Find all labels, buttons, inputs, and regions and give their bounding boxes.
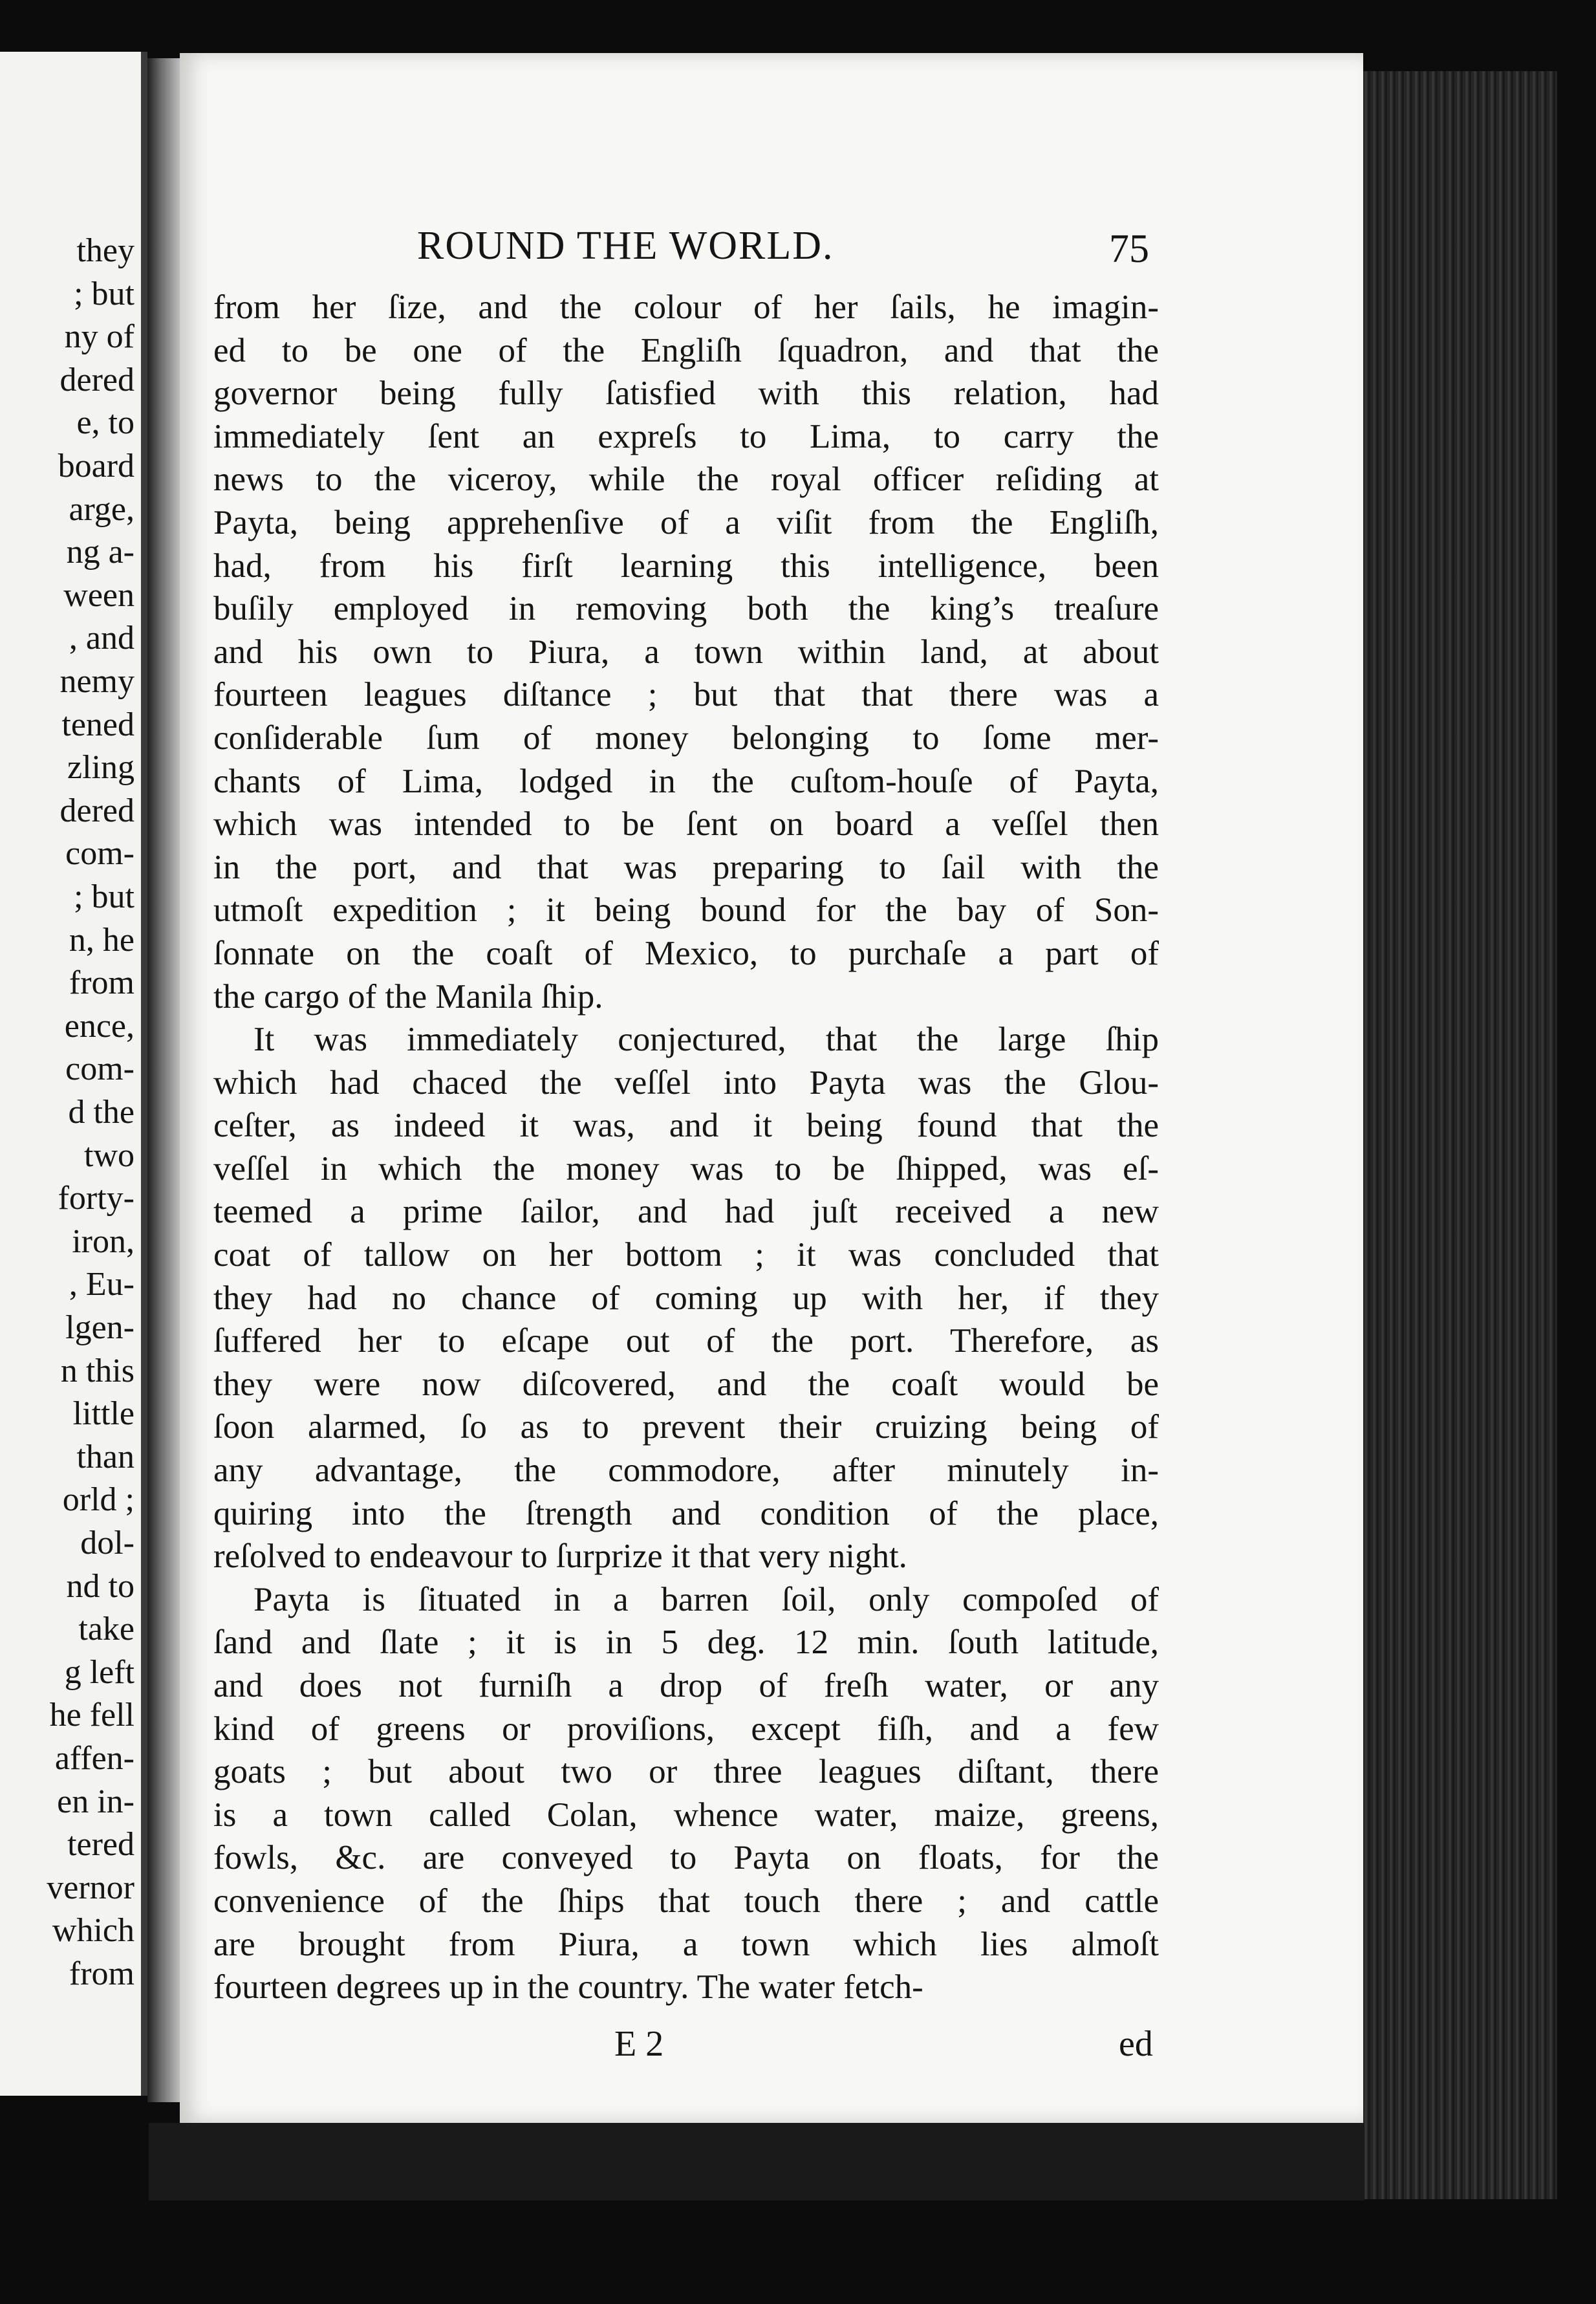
text-line: and does not furniſh a drop of freſh water, or any [213, 1667, 1159, 1704]
facing-page-line: tened [61, 706, 135, 743]
text-line: fowls, &c. are conveyed to Payta on floats, for the [213, 1839, 1159, 1877]
facing-page-line: n, he [69, 921, 135, 959]
facing-page-line: ; but [74, 878, 135, 915]
facing-page-line: e, to [76, 404, 135, 442]
text-line: coat of tallow on her bottom ; it was concluded that [213, 1236, 1159, 1274]
text-line: any advantage, the commodore, after minutely in- [213, 1451, 1159, 1490]
facing-page-line: dered [59, 792, 135, 829]
facing-page-line: arge, [69, 490, 135, 528]
facing-page-line: he fell [49, 1697, 135, 1734]
text-line: veſſel in which the money was to be ſhipped, was eſ- [213, 1149, 1159, 1188]
facing-page-line: from [69, 1955, 135, 1992]
text-line: reſolved to endeavour to ſurprize it that very night. [213, 1538, 907, 1576]
text-line: ceſter, as indeed it was, and it being found that the [213, 1107, 1159, 1145]
body-text [213, 286, 1159, 2009]
signature-mark: E 2 [614, 2024, 664, 2064]
facing-page-line: tered [67, 1826, 135, 1864]
facing-page-line: zling [67, 749, 135, 787]
text-line: fourteen leagues diſtance ; but that that there was a [213, 676, 1159, 714]
facing-page-line: take [78, 1611, 135, 1648]
paragraph [213, 286, 1159, 1018]
facing-page-line: than [76, 1438, 135, 1475]
facing-page-line: forty- [58, 1180, 135, 1217]
text-line: ſuffered her to eſcape out of the port. Therefore, as [213, 1322, 1159, 1360]
page-bottom-shadow [149, 2123, 1364, 2201]
facing-page-line: dol- [80, 1525, 135, 1561]
text-line: which had chaced the veſſel into Payta was the Glou- [213, 1063, 1159, 1102]
text-line: It was immediately conjectured, that the large ſhip [253, 1021, 1159, 1059]
text-line: is a town called Colan, whence water, maize, greens, [213, 1796, 1159, 1834]
facing-page-line: lgen- [65, 1309, 135, 1346]
facing-page-line: which [52, 1912, 135, 1950]
text-line: fourteen degrees up in the country. The water fetch- [213, 1968, 923, 2006]
facing-page-line: ny of [64, 318, 135, 356]
facing-page-line: affen- [54, 1740, 135, 1777]
facing-page-line: ng a- [66, 534, 135, 571]
facing-page-line: com- [65, 835, 135, 873]
text-line: conſiderable ſum of money belonging to ſome mer- [213, 719, 1159, 757]
text-line: convenience of the ſhips that touch there ; and cattle [213, 1882, 1159, 1920]
text-line: kind of greens or proviſions, except fiſh, and a few [213, 1710, 1159, 1748]
text-line: ed to be one of the Engliſh ſquadron, and that the [213, 331, 1159, 369]
facing-page-line: from [69, 964, 135, 1002]
facing-page-line: ween [63, 576, 135, 614]
text-line: the cargo of the Manila ſhip. [213, 977, 603, 1016]
book-gutter [147, 58, 180, 2102]
facing-page-line: dered [59, 361, 135, 398]
text-line: teemed a prime ſailor, and had juſt received a new [213, 1193, 1159, 1231]
facing-page-line: they [76, 232, 135, 269]
text-line: Payta is ſituated in a barren ſoil, only compoſed of [253, 1580, 1159, 1618]
text-line: and his own to Piura, a town within land, at about [213, 633, 1159, 671]
text-line: ſand and ſlate ; it is in 5 deg. 12 min. ſouth latitude, [213, 1624, 1159, 1662]
facing-page-line: two [84, 1136, 135, 1174]
text-line: governor being fully ſatisfied with this relation, had [213, 375, 1159, 413]
catchword: ed [1119, 2024, 1153, 2064]
facing-page-line: , and [69, 620, 135, 657]
text-line: buſily employed in removing both the king’s treaſure [213, 590, 1159, 628]
facing-page-line: , Eu- [69, 1266, 135, 1303]
text-line: immediately ſent an expreſs to Lima, to carry the [213, 417, 1159, 455]
text-line: from her ſize, and the colour of her ſails, he imagin- [213, 288, 1159, 326]
facing-page-line: board [58, 448, 135, 484]
text-line: quiring into the ſtrength and condition of the place, [213, 1494, 1159, 1532]
text-line: which was intended to be ſent on board a veſſel then [213, 805, 1159, 843]
facing-page-line: g left [64, 1653, 135, 1691]
paragraph [213, 1578, 1159, 2009]
facing-page-line: d the [68, 1094, 135, 1131]
facing-page-line: little [72, 1395, 135, 1433]
text-line: had, from his firſt learning this intelligence, been [213, 547, 1159, 585]
page-edges [1363, 71, 1557, 2199]
text-line: goats ; but about two or three leagues diſtant, there [213, 1753, 1159, 1791]
facing-page-line: nd to [66, 1567, 135, 1605]
text-line: they had no chance of coming up with her, if they [213, 1279, 1159, 1317]
text-line: news to the viceroy, while the royal officer reſiding at [213, 461, 1159, 499]
text-line: chants of Lima, lodged in the cuſtom-houſe of Payta, [213, 762, 1159, 800]
running-head: ROUND THE WORLD. [417, 224, 834, 268]
text-line: ſonnate on the coaſt of Mexico, to purchaſe a part of [213, 934, 1159, 972]
facing-page-line: n this [60, 1352, 135, 1389]
text-line: they were now diſcovered, and the coaſt would be [213, 1365, 1159, 1403]
text-line: in the port, and that was preparing to ſail with the [213, 848, 1159, 886]
text-line: utmoſt expedition ; it being bound for the bay of Son- [213, 891, 1159, 929]
paragraph [213, 1018, 1159, 1578]
facing-page-line: iron, [72, 1223, 135, 1260]
facing-page-line: orld ; [62, 1481, 135, 1519]
facing-page-fragment [0, 52, 147, 2096]
text-line: are brought from Piura, a town which lies almoſt [213, 1925, 1159, 1963]
facing-page-line: en in- [57, 1783, 135, 1820]
facing-page-line: nemy [59, 663, 135, 700]
page-number: 75 [1109, 227, 1149, 271]
text-line: Payta, being apprehenſive of a viſit from the Engliſh, [213, 503, 1159, 541]
facing-page-line: vernor [47, 1869, 135, 1906]
facing-page-line: com- [65, 1050, 135, 1088]
text-line: ſoon alarmed, ſo as to prevent their cruizing being of [213, 1408, 1159, 1446]
facing-page-line: ence, [64, 1007, 135, 1045]
facing-page-line: ; but [74, 275, 135, 312]
